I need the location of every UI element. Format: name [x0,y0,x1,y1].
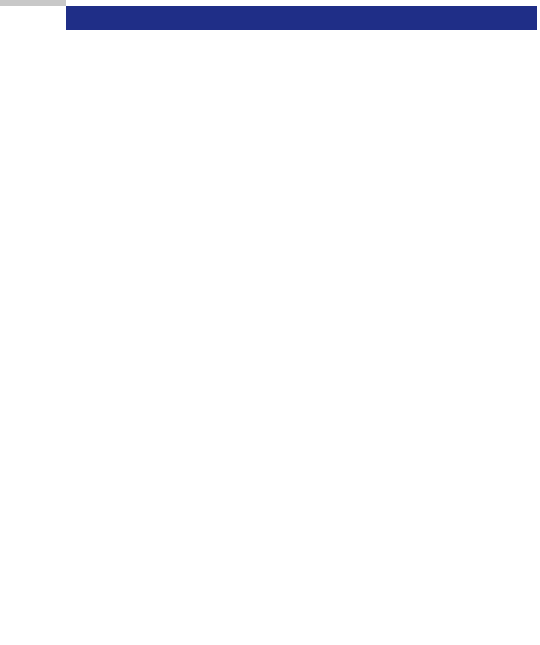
corner-shade [0,0,66,6]
month-header [66,6,537,30]
